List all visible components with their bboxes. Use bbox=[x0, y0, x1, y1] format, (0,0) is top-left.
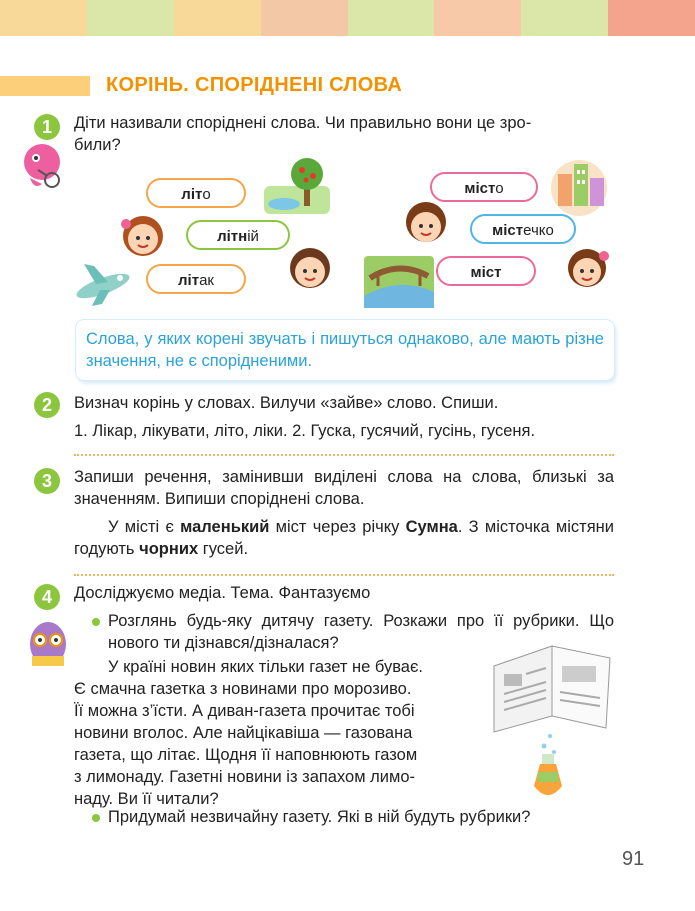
story-line: Є смачна газетка з новинами про морозиво. bbox=[74, 680, 412, 698]
boy-picture bbox=[286, 244, 334, 292]
story-line: наду. Ви її читали? bbox=[74, 790, 219, 808]
task4-heading: Досліджуємо медіа. Тема. Фантазуємо bbox=[74, 584, 371, 602]
task-number-2: 2 bbox=[34, 392, 60, 418]
summer-tree-picture bbox=[264, 156, 330, 214]
dotted-divider bbox=[74, 574, 614, 576]
boy-picture bbox=[402, 200, 450, 248]
highlighted-word: чорних bbox=[139, 540, 199, 558]
top-bar-segment bbox=[521, 0, 608, 36]
top-color-bar bbox=[0, 0, 695, 36]
task-number-1: 1 bbox=[34, 114, 60, 140]
story-line: У країні новин яких тільки газет не буває. bbox=[108, 658, 423, 676]
page-number: 91 bbox=[622, 848, 645, 870]
story-line: Її можна з’їсти. А диван-газета прочитає тобі bbox=[74, 702, 415, 720]
word-bubble-litak: літак bbox=[146, 264, 246, 294]
bullet-dot bbox=[92, 618, 100, 626]
task1-line: Діти називали споріднені слова. Чи правильно вони це зро- били? bbox=[74, 114, 532, 154]
word-bubble-mist: міст bbox=[436, 256, 536, 286]
word-bubble-mistechko: містечко bbox=[470, 214, 576, 244]
task4-story bbox=[74, 656, 484, 810]
bullet-dot bbox=[92, 814, 100, 822]
word-bubble-litniy: літній bbox=[186, 220, 290, 250]
task-number-3: 3 bbox=[34, 468, 60, 494]
task3-text: Запиши речення, замінивши виділені слова на слова, близькі за значенням. Випиши споріднені слова. bbox=[74, 468, 614, 508]
task4-bullet2: Придумай незвичайну газету. Які в ній будуть рубрики? bbox=[108, 808, 531, 826]
title-band bbox=[0, 76, 90, 96]
task1-text bbox=[74, 112, 614, 156]
task2-words: 1. Лікар, лікувати, літо, ліки. 2. Гуска, гусячий, гусінь, гусеня. bbox=[74, 422, 536, 440]
word-bubble-misto: місто bbox=[430, 172, 538, 202]
story-line: новини вголос. Але найцікавіша — газована bbox=[74, 724, 413, 742]
story-line: з лимонаду. Газетні новини із запахом лимо- bbox=[74, 768, 416, 786]
dotted-divider bbox=[74, 454, 614, 456]
girl-picture bbox=[118, 210, 168, 262]
top-bar-segment bbox=[434, 0, 521, 36]
magnifier-mascot-icon bbox=[20, 140, 70, 192]
top-bar-segment bbox=[0, 0, 87, 36]
task4-bullet1: Розглянь будь-яку дитячу газету. Розкажи про її рубрики. Що нового ти дізнався/дізналася? bbox=[108, 612, 614, 652]
top-bar-segment bbox=[174, 0, 261, 36]
page-title: КОРІНЬ. СПОРІДНЕНІ СЛОВА bbox=[106, 74, 403, 96]
top-bar-segment bbox=[348, 0, 435, 36]
city-picture bbox=[546, 152, 612, 218]
highlighted-word: Сумна bbox=[405, 518, 458, 536]
top-bar-segment bbox=[87, 0, 174, 36]
task-number-4: 4 bbox=[34, 584, 60, 610]
reading-mascot-icon bbox=[24, 614, 72, 670]
girl-picture bbox=[562, 244, 612, 294]
newspaper-picture bbox=[490, 636, 614, 806]
airplane-picture bbox=[70, 262, 136, 308]
task3-sentence: У місті є маленький міст через річку Сумна. З місточка містяни годують чорних гусей. bbox=[74, 518, 615, 558]
highlighted-word: маленький bbox=[180, 518, 270, 536]
top-bar-segment bbox=[608, 0, 695, 36]
top-bar-segment bbox=[261, 0, 348, 36]
task2-text: Визнач корінь у словах. Вилучи «зайве» слово. Спиши. bbox=[74, 394, 499, 412]
story-line: газета, що літає. Щодня її наповнюють газом bbox=[74, 746, 418, 764]
bridge-picture bbox=[364, 256, 434, 308]
rule-box: Слова, у яких корені звучать і пишуться однаково, але мають різне значення, не є спорідненими. bbox=[76, 320, 614, 380]
word-bubble-lito: літо bbox=[146, 178, 246, 208]
